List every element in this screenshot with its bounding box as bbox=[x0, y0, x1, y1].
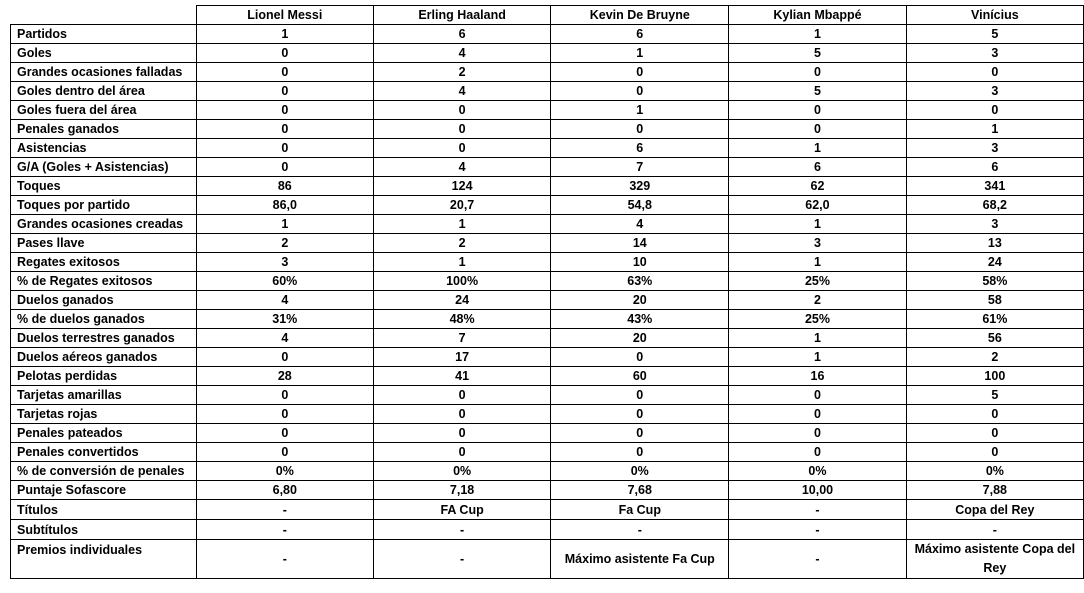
stat-value: Copa del Rey bbox=[906, 500, 1083, 520]
stat-value: 28 bbox=[196, 367, 373, 386]
stat-value: 0 bbox=[373, 101, 550, 120]
stat-value: 1 bbox=[729, 329, 907, 348]
table-row bbox=[11, 63, 1084, 82]
stat-value: 4 bbox=[373, 82, 550, 101]
metric-label: Penales convertidos bbox=[11, 443, 197, 462]
table-row bbox=[11, 540, 1084, 579]
stat-value: 6 bbox=[906, 158, 1083, 177]
metric-label: Regates exitosos bbox=[11, 253, 197, 272]
metric-label: Pases llave bbox=[11, 234, 197, 253]
stat-value: 10,00 bbox=[729, 481, 907, 500]
stat-value: 16 bbox=[729, 367, 907, 386]
stat-value: 20,7 bbox=[373, 196, 550, 215]
stat-value: 7 bbox=[373, 329, 550, 348]
stat-value: 5 bbox=[906, 25, 1083, 44]
stat-value: 1 bbox=[729, 25, 907, 44]
stat-value: 2 bbox=[373, 63, 550, 82]
table-row bbox=[11, 234, 1084, 253]
stat-value: 1 bbox=[729, 215, 907, 234]
stat-value: 20 bbox=[551, 329, 729, 348]
stat-value: 0 bbox=[196, 139, 373, 158]
player-header: Lionel Messi bbox=[196, 6, 373, 25]
metric-label: Duelos ganados bbox=[11, 291, 197, 310]
stat-value: 1 bbox=[373, 253, 550, 272]
metric-label: Partidos bbox=[11, 25, 197, 44]
stat-value: 62,0 bbox=[729, 196, 907, 215]
table-row bbox=[11, 462, 1084, 481]
stat-value: 0 bbox=[373, 139, 550, 158]
stat-value: 0% bbox=[196, 462, 373, 481]
metric-label: Puntaje Sofascore bbox=[11, 481, 197, 500]
stat-value: 0 bbox=[551, 386, 729, 405]
stat-value: 25% bbox=[729, 310, 907, 329]
stat-value: 0 bbox=[906, 63, 1083, 82]
stat-value: 17 bbox=[373, 348, 550, 367]
stat-value: - bbox=[906, 520, 1083, 540]
player-stats-table bbox=[10, 5, 1084, 579]
player-header: Kylian Mbappé bbox=[729, 6, 907, 25]
stat-value: 1 bbox=[373, 215, 550, 234]
metric-label: Subtítulos bbox=[11, 520, 197, 540]
header-corner-cell bbox=[11, 6, 197, 25]
stat-value: 0 bbox=[551, 424, 729, 443]
table-row bbox=[11, 82, 1084, 101]
metric-label: Pelotas perdidas bbox=[11, 367, 197, 386]
stat-value: 5 bbox=[729, 44, 907, 63]
stat-value: 0 bbox=[906, 405, 1083, 424]
stat-value: 0 bbox=[196, 348, 373, 367]
stat-value: 25% bbox=[729, 272, 907, 291]
stat-value: - bbox=[196, 540, 373, 579]
stat-value: - bbox=[373, 520, 550, 540]
stat-value: 60% bbox=[196, 272, 373, 291]
stat-value: 6 bbox=[729, 158, 907, 177]
stat-value: 1 bbox=[729, 348, 907, 367]
table-row bbox=[11, 329, 1084, 348]
header-row bbox=[11, 6, 1084, 25]
stat-value: 3 bbox=[906, 82, 1083, 101]
stat-value: 86,0 bbox=[196, 196, 373, 215]
table-row bbox=[11, 44, 1084, 63]
stat-value: 341 bbox=[906, 177, 1083, 196]
player-header: Kevin De Bruyne bbox=[551, 6, 729, 25]
stat-value: 68,2 bbox=[906, 196, 1083, 215]
stat-value: 63% bbox=[551, 272, 729, 291]
metric-label: Grandes ocasiones falladas bbox=[11, 63, 197, 82]
stat-value: - bbox=[729, 500, 907, 520]
stat-value: 0 bbox=[906, 101, 1083, 120]
table-row bbox=[11, 424, 1084, 443]
stat-value: 1 bbox=[551, 44, 729, 63]
stat-value: 3 bbox=[196, 253, 373, 272]
stat-value: 13 bbox=[906, 234, 1083, 253]
table-row bbox=[11, 253, 1084, 272]
stat-value: 0 bbox=[551, 348, 729, 367]
table-row bbox=[11, 520, 1084, 540]
stat-value: 0% bbox=[551, 462, 729, 481]
stat-value: 0 bbox=[729, 443, 907, 462]
stat-value: 2 bbox=[196, 234, 373, 253]
metric-label: Tarjetas rojas bbox=[11, 405, 197, 424]
table-row bbox=[11, 500, 1084, 520]
stat-value: 86 bbox=[196, 177, 373, 196]
stat-value: 2 bbox=[906, 348, 1083, 367]
metric-label: Toques bbox=[11, 177, 197, 196]
metric-label: Duelos aéreos ganados bbox=[11, 348, 197, 367]
stat-value: 60 bbox=[551, 367, 729, 386]
stat-value: 3 bbox=[906, 44, 1083, 63]
metric-label: Goles dentro del área bbox=[11, 82, 197, 101]
stat-value: 0 bbox=[196, 63, 373, 82]
stat-value: 0 bbox=[729, 120, 907, 139]
table-row bbox=[11, 348, 1084, 367]
stat-value: 0 bbox=[551, 443, 729, 462]
table-row bbox=[11, 310, 1084, 329]
stat-value: 54,8 bbox=[551, 196, 729, 215]
stat-value: Máximo asistente Copa del Rey bbox=[906, 540, 1083, 579]
table-row bbox=[11, 443, 1084, 462]
metric-label: Goles fuera del área bbox=[11, 101, 197, 120]
stat-value: 124 bbox=[373, 177, 550, 196]
stat-value: - bbox=[196, 520, 373, 540]
metric-label: Goles bbox=[11, 44, 197, 63]
stat-value: 31% bbox=[196, 310, 373, 329]
table-row bbox=[11, 405, 1084, 424]
stat-value: 0 bbox=[196, 405, 373, 424]
stat-value: 1 bbox=[729, 139, 907, 158]
table-row bbox=[11, 386, 1084, 405]
stat-value: 4 bbox=[196, 291, 373, 310]
stat-value: 0 bbox=[196, 424, 373, 443]
stat-value: 6 bbox=[551, 139, 729, 158]
table-row bbox=[11, 291, 1084, 310]
stat-value: 2 bbox=[729, 291, 907, 310]
stat-value: 7,88 bbox=[906, 481, 1083, 500]
stat-value: 1 bbox=[729, 253, 907, 272]
metric-label: Asistencias bbox=[11, 139, 197, 158]
stat-value: - bbox=[551, 520, 729, 540]
stat-value: 62 bbox=[729, 177, 907, 196]
stat-value: 4 bbox=[196, 329, 373, 348]
stat-value: 329 bbox=[551, 177, 729, 196]
stat-value: 0 bbox=[729, 386, 907, 405]
stat-value: 41 bbox=[373, 367, 550, 386]
stat-value: 0 bbox=[196, 443, 373, 462]
stat-value: Fa Cup bbox=[551, 500, 729, 520]
stat-value: 24 bbox=[373, 291, 550, 310]
stat-value: 0% bbox=[729, 462, 907, 481]
stat-value: 6 bbox=[551, 25, 729, 44]
stat-value: 0 bbox=[729, 424, 907, 443]
metric-label: Duelos terrestres ganados bbox=[11, 329, 197, 348]
stat-value: 5 bbox=[729, 82, 907, 101]
player-header: Erling Haaland bbox=[373, 6, 550, 25]
stat-value: 0 bbox=[196, 82, 373, 101]
metric-label: % de duelos ganados bbox=[11, 310, 197, 329]
stat-value: 0 bbox=[196, 386, 373, 405]
stat-value: 0% bbox=[373, 462, 550, 481]
stat-value: - bbox=[729, 540, 907, 579]
stat-value: 0 bbox=[373, 405, 550, 424]
stat-value: 6,80 bbox=[196, 481, 373, 500]
stat-value: 4 bbox=[373, 44, 550, 63]
stat-value: 0 bbox=[196, 158, 373, 177]
metric-label: Penales ganados bbox=[11, 120, 197, 139]
stat-value: 48% bbox=[373, 310, 550, 329]
table-row bbox=[11, 25, 1084, 44]
stat-value: 58 bbox=[906, 291, 1083, 310]
stat-value: 0 bbox=[551, 63, 729, 82]
stat-value: 58% bbox=[906, 272, 1083, 291]
stat-value: - bbox=[729, 520, 907, 540]
stat-value: 43% bbox=[551, 310, 729, 329]
stat-value: 0 bbox=[729, 63, 907, 82]
metric-label: Premios individuales bbox=[11, 540, 197, 579]
stat-value: 0 bbox=[729, 405, 907, 424]
stat-value: 0 bbox=[906, 424, 1083, 443]
metric-label: Títulos bbox=[11, 500, 197, 520]
stat-value: 61% bbox=[906, 310, 1083, 329]
stat-value: 3 bbox=[906, 139, 1083, 158]
stat-value: 1 bbox=[196, 215, 373, 234]
stat-value: 0 bbox=[906, 443, 1083, 462]
metric-label: % de Regates exitosos bbox=[11, 272, 197, 291]
metric-label: % de conversión de penales bbox=[11, 462, 197, 481]
stat-value: 14 bbox=[551, 234, 729, 253]
stat-value: 1 bbox=[196, 25, 373, 44]
metric-label: Penales pateados bbox=[11, 424, 197, 443]
stat-value: 100% bbox=[373, 272, 550, 291]
stat-value: 7 bbox=[551, 158, 729, 177]
metric-label: Grandes ocasiones creadas bbox=[11, 215, 197, 234]
metric-label: G/A (Goles + Asistencias) bbox=[11, 158, 197, 177]
table-row bbox=[11, 120, 1084, 139]
stat-value: 0 bbox=[551, 120, 729, 139]
stat-value: 0 bbox=[196, 120, 373, 139]
table-row bbox=[11, 101, 1084, 120]
stat-value: - bbox=[196, 500, 373, 520]
stat-value: 7,18 bbox=[373, 481, 550, 500]
stat-value: 56 bbox=[906, 329, 1083, 348]
metric-label: Toques por partido bbox=[11, 196, 197, 215]
stat-value: 0 bbox=[551, 405, 729, 424]
stat-value: 0 bbox=[729, 101, 907, 120]
player-header: Vinícius bbox=[906, 6, 1083, 25]
stat-value: 100 bbox=[906, 367, 1083, 386]
stat-value: 10 bbox=[551, 253, 729, 272]
table-row bbox=[11, 139, 1084, 158]
table-row bbox=[11, 272, 1084, 291]
stat-value: 1 bbox=[906, 120, 1083, 139]
stat-value: 0 bbox=[373, 386, 550, 405]
stat-value: 3 bbox=[729, 234, 907, 253]
stats-body bbox=[11, 25, 1084, 579]
table-row bbox=[11, 177, 1084, 196]
stat-value: 4 bbox=[551, 215, 729, 234]
stat-value: 0 bbox=[373, 120, 550, 139]
stat-value: 0 bbox=[196, 44, 373, 63]
stat-value: 4 bbox=[373, 158, 550, 177]
table-row bbox=[11, 158, 1084, 177]
stat-value: Máximo asistente Fa Cup bbox=[551, 540, 729, 579]
stat-value: 6 bbox=[373, 25, 550, 44]
table-row bbox=[11, 215, 1084, 234]
stat-value: 0% bbox=[906, 462, 1083, 481]
stat-value: 24 bbox=[906, 253, 1083, 272]
stat-value: FA Cup bbox=[373, 500, 550, 520]
stat-value: 5 bbox=[906, 386, 1083, 405]
stat-value: 1 bbox=[551, 101, 729, 120]
stat-value: 2 bbox=[373, 234, 550, 253]
stat-value: 20 bbox=[551, 291, 729, 310]
stat-value: 0 bbox=[373, 443, 550, 462]
table-row bbox=[11, 481, 1084, 500]
stat-value: 7,68 bbox=[551, 481, 729, 500]
stat-value: 3 bbox=[906, 215, 1083, 234]
metric-label: Tarjetas amarillas bbox=[11, 386, 197, 405]
stat-value: - bbox=[373, 540, 550, 579]
stat-value: 0 bbox=[551, 82, 729, 101]
stat-value: 0 bbox=[373, 424, 550, 443]
stat-value: 0 bbox=[196, 101, 373, 120]
table-row bbox=[11, 367, 1084, 386]
table-row bbox=[11, 196, 1084, 215]
